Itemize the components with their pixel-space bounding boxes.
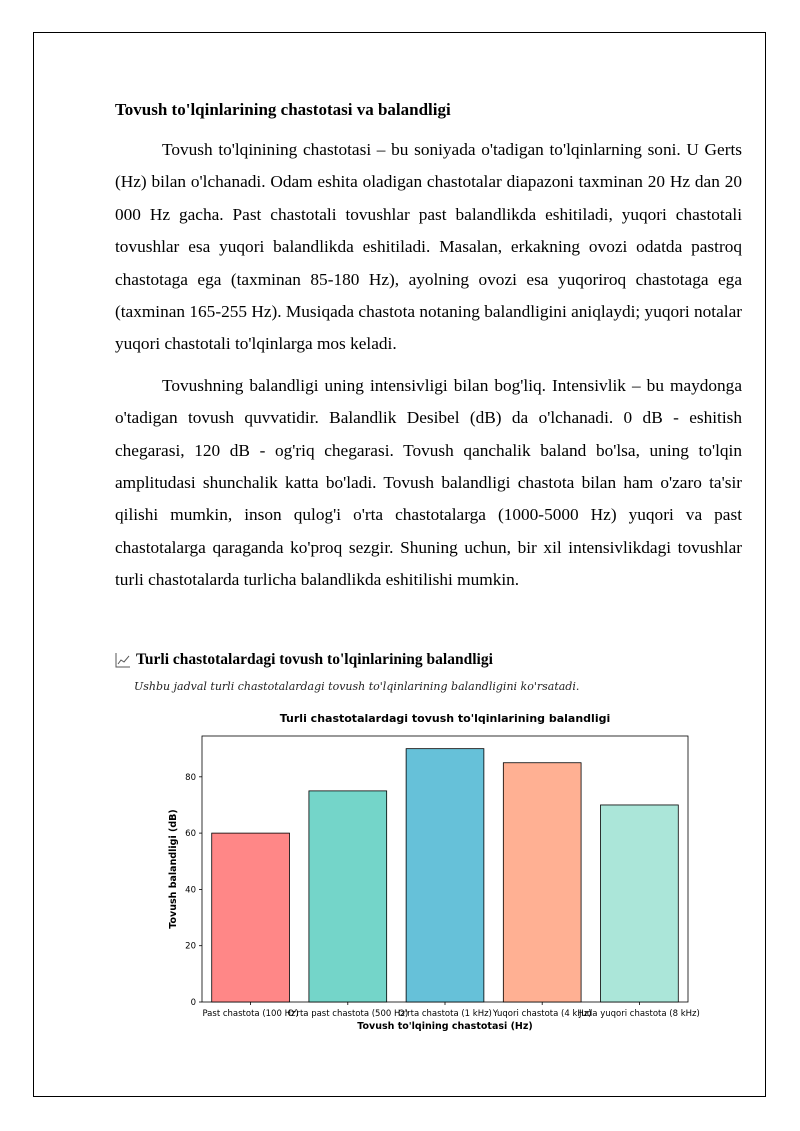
chart-svg — [165, 705, 700, 1040]
section-heading: Tovush to'lqinlarining chastotasi va balandligi — [115, 100, 451, 119]
paragraph-frequency: Tovush to'lqinining chastotasi – bu soniyada o'tadigan to'lqinlarning soni. U Gerts (Hz) bilan o'lchanadi. Odam eshita oladigan chastotalar diapazoni taxminan 20 Hz dan 20 000 Hz gacha. Past chastotali tovushlar past balandlikda eshitiladi, yuqori chastotali tovushlar esa yuqori balandlikda eshitiladi. Masalan, erkakning ovozi odatda pastroq chastotaga ega (taxminan 85-180 Hz), ayolning ovozi esa yuqoriroq chastotaga ega (taxminan 165-255 Hz). Musiqada chastota notaning balandligini aniqlaydi; yuqori notalar yuqori chastotali to'lqinlarga mos keladi. — [115, 140, 742, 354]
figure-title-row — [115, 651, 493, 669]
y-tick-label-0: 0 — [190, 998, 196, 1008]
bar-chart — [165, 705, 700, 1040]
figure-caption: Ushbu jadval turli chastotalardagi tovush to'lqinlarining balandligini ko'rsatadi. — [134, 680, 580, 693]
x-axis-label: Tovush to'lqining chastotasi (Hz) — [357, 1021, 533, 1032]
x-tick-label-3: Yuqori chastota (4 kHz) — [492, 1009, 592, 1019]
x-tick-label-1: O'rta past chastota (500 Hz) — [287, 1009, 409, 1019]
y-axis-label: Tovush balandligi (dB) — [168, 809, 179, 929]
y-tick-label-1: 20 — [185, 941, 196, 952]
bar-4 — [601, 805, 679, 1002]
x-tick-label-0: Past chastota (100 Hz) — [202, 1009, 299, 1019]
bar-0 — [212, 833, 290, 1002]
paragraph-loudness: Tovushning balandligi uning intensivligi bilan bog'liq. Intensivlik – bu maydonga o'tadigan tovush quvvatidir. Balandlik Desibel (dB) da o'lchanadi. 0 dB - eshitish chegarasi, 120 dB - og'riq chegarasi. Tovush qanchalik baland bo'lsa, uning to'lqin amplitudasi shunchalik katta bo'ladi. Tovush balandligi chastota bilan ham o'zaro ta'sir qilishi mumkin, inson qulog'i o'rta chastotalarga (1000-5000 Hz) yuqori va past chastotalarga qaraganda ko'proq sezgir. Shuning uchun, bir xil intensivlikdagi tovushlar turli chastotalarda turlicha balandlikda eshitilishi mumkin. — [115, 375, 742, 590]
y-tick-label-3: 60 — [185, 829, 196, 840]
bar-2 — [406, 749, 484, 1002]
figure-title: Turli chastotalardagi tovush to'lqinlarining balandligi — [136, 651, 493, 668]
document-body — [115, 98, 742, 606]
y-tick-label-2: 40 — [185, 885, 196, 896]
bar-3 — [503, 763, 581, 1002]
x-tick-label-4: Juda yuqori chastota (8 kHz) — [579, 1009, 700, 1019]
bar-1 — [309, 791, 387, 1002]
chart-icon — [115, 652, 131, 668]
y-tick-label-4: 80 — [185, 772, 196, 783]
chart-title: Turli chastotalardagi tovush to'lqinlarining balandligi — [279, 712, 611, 725]
x-tick-label-2: O'rta chastota (1 kHz) — [398, 1009, 492, 1019]
